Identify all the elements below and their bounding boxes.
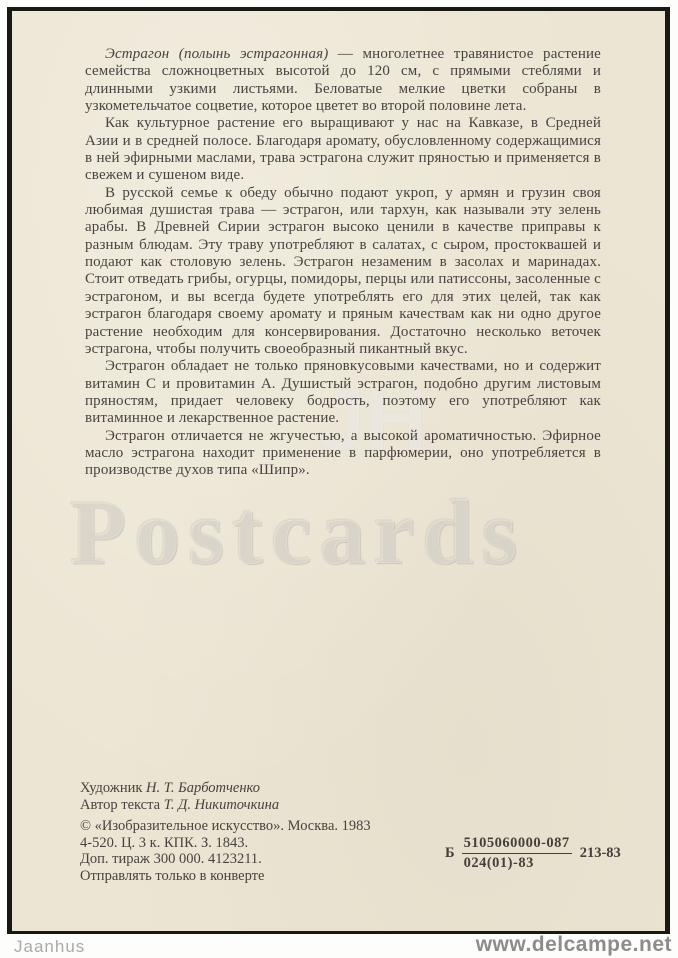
author-name: Т. Д. Никиточкина bbox=[163, 796, 280, 813]
paragraph-vitamins: Эстрагон обладает не только пряновкусовыми качествами, но и содержит витамин С и провитамин А. Душистый эстрагон, подобно другим листовым пряностям, придает человеку бодрость, поэтому его употребляют как витаминное и лекарственное растение. bbox=[85, 358, 601, 427]
catalog-denominator: 024(01)-83 bbox=[463, 855, 534, 871]
catalog-prefix: Б bbox=[445, 845, 455, 861]
author-label: Автор текста bbox=[80, 796, 164, 813]
description-text-block bbox=[85, 46, 601, 480]
artist-credit bbox=[80, 780, 480, 797]
catalog-numerator: 5105060000-087 bbox=[462, 835, 572, 854]
paragraph-perfume: Эстрагон отличается не жгучестью, а высокой ароматичностью. Эфирное масло эстрагона находит применение в парфюмерии, оно употребляется в производстве духов типа «Шипр». bbox=[85, 427, 601, 479]
print-run-line: Доп. тираж 300 000. 4123211. bbox=[80, 851, 262, 867]
paragraph-intro-rest: — многолетнее травянистое растение семейства сложноцветных высотой до 120 см, с прямыми стеблями и длинными узкими листьями. Беловатые мелкие цветки собраны в узкометельчатое соцветие, которое цветет во второй половине лета. bbox=[85, 46, 601, 115]
envelope-note-line: Отправлять только в конверте bbox=[80, 867, 265, 884]
postcard-paper bbox=[12, 11, 665, 931]
delcampe-watermark: www.delcampe.net bbox=[475, 933, 672, 956]
postcard-back bbox=[7, 7, 670, 934]
imprint-block bbox=[80, 780, 480, 884]
watermark-postcards-text: Postcards bbox=[70, 481, 526, 583]
publisher-line: © «Изобразительное искусство». Москва. 1983 bbox=[80, 818, 371, 834]
watermark-initials: JH bbox=[317, 372, 427, 468]
catalog-suffix: 213-83 bbox=[579, 845, 621, 861]
artist-label: Художник bbox=[80, 780, 147, 796]
catalog-fraction bbox=[462, 835, 572, 872]
edition-code-line: 4-520. Ц. 3 к. КПК. З. 1843. bbox=[80, 834, 249, 851]
paragraph-intro bbox=[85, 46, 601, 115]
author-credit bbox=[80, 797, 480, 814]
artist-name: Н. Т. Барботченко bbox=[146, 780, 261, 796]
catalog-number-block bbox=[445, 835, 621, 872]
paragraph-cultivation: Как культурное растение его выращивают у нас на Кавказе, в Средней Азии и в средней полосе. Благодаря аромату, обусловленному содержащимися в ней эфирными маслами, трава эстрагона служит пряностью и применяется в свежем и сушеном виде. bbox=[85, 115, 601, 184]
paragraph-culinary: В русской семье к обеду обычно подают укроп, у армян и грузин своя любимая душистая трава — эстрагон, или тархун, как называли эту зелень арабы. В Древней Сирии эстрагон высоко ценили в качестве приправы к разным блюдам. Эту траву употребляют в салатах, с сыром, простоквашей и подают как столовую зелень. Эстрагон незаменим в засолах и маринадах. Стоит отведать грибы, огурцы, помидоры, перцы или патиссоны, засоленные с эстрагоном, и вы всегда будете употреблять его для этих целей, так как эстрагон благодаря своему аромату и пряным качествам как ни одно другое растение необходим для консервирования. Достаточно несколько веточек эстрагона, чтобы получить своеобразный пикантный вкус. bbox=[85, 184, 601, 357]
seller-watermark: Jaanhus bbox=[14, 937, 86, 956]
plant-name-italic: Эстрагон (полынь эстрагонная) bbox=[105, 46, 329, 62]
